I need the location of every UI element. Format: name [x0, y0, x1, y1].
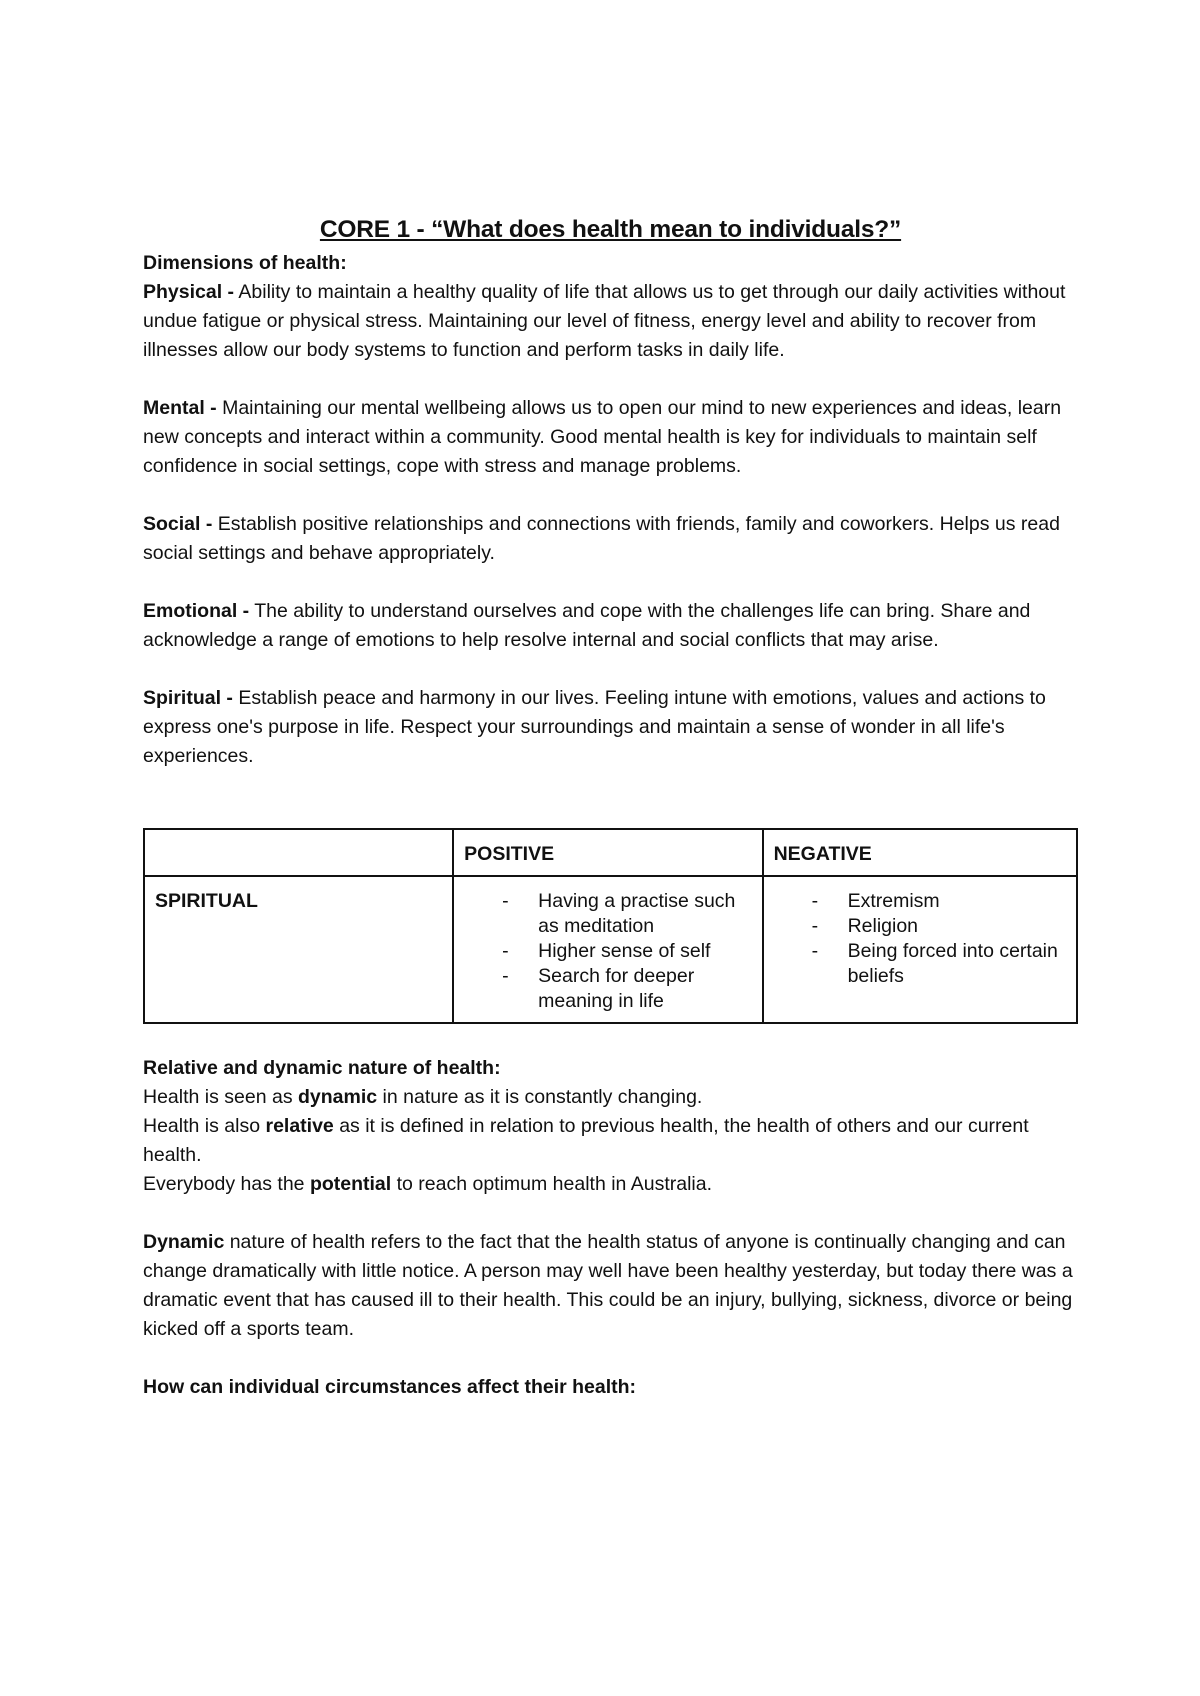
table-header-blank	[144, 829, 453, 876]
spiritual-table-wrapper	[143, 828, 1078, 1024]
dynamic-paragraph	[143, 1228, 1078, 1344]
relative-line-1-bold: dynamic	[298, 1086, 378, 1108]
relative-line-3-post: to reach optimum health in Australia.	[391, 1173, 713, 1195]
table-row	[144, 876, 1077, 1023]
circumstances-heading: How can individual circumstances affect their health:	[143, 1376, 637, 1398]
relative-line-3-pre: Everybody has the	[143, 1173, 310, 1195]
physical-paragraph	[143, 278, 1078, 365]
list-item: - Religion	[812, 914, 1066, 939]
relative-line-1-pre: Health is seen as	[143, 1086, 299, 1108]
relative-line-1-post: in nature as it is constantly changing.	[377, 1086, 703, 1108]
relative-line-3	[143, 1170, 1078, 1199]
negative-list	[774, 889, 1066, 989]
dynamic-term: Dynamic	[143, 1231, 225, 1253]
spiritual-paragraph	[143, 684, 1078, 771]
spiritual-term: Spiritual -	[143, 687, 233, 709]
mental-text: Maintaining our mental wellbeing allows us to open our mind to new experiences and ideas, learn new concepts and interact within a community. Good mental health is key for individuals to maintain self confidence in social settings, cope with stress and manage problems.	[143, 397, 1062, 477]
social-paragraph	[143, 510, 1078, 568]
relative-line-2-pre: Health is also	[143, 1115, 266, 1137]
relative-line-3-bold: potential	[309, 1173, 392, 1195]
list-item: - Higher sense of self	[502, 939, 751, 964]
emotional-paragraph	[143, 597, 1078, 655]
table-header-negative: NEGATIVE	[763, 829, 1077, 876]
table-row-label: SPIRITUAL	[144, 876, 453, 1023]
social-term: Social -	[143, 513, 213, 535]
negative-cell	[763, 876, 1077, 1023]
relative-line-2-bold: relative	[265, 1115, 334, 1137]
document-content	[143, 213, 1078, 1402]
positive-list	[464, 889, 751, 1014]
table-header-positive: POSITIVE	[453, 829, 762, 876]
page-title: CORE 1 - “What does health mean to individuals?”	[319, 216, 902, 243]
emotional-text: The ability to understand ourselves and cope with the challenges life can bring. Share and acknowledge a range of emotions to help resolve internal and social conflicts that may arise.	[143, 600, 1031, 651]
table-header-row	[144, 829, 1077, 876]
list-item: - Search for deeper meaning in life	[502, 964, 751, 1014]
mental-term: Mental -	[143, 397, 217, 419]
dimensions-heading: Dimensions of health:	[143, 252, 347, 274]
list-item: - Extremism	[812, 889, 1066, 914]
spiritual-text: Establish peace and harmony in our lives. Feeling intune with emotions, values and actions to express one's purpose in life. Respect your surroundings and maintain a sense of wonder in all life's experiences.	[143, 687, 1046, 767]
physical-text: Ability to maintain a healthy quality of life that allows us to get through our daily activities without undue fatigue or physical stress. Maintaining our level of fitness, energy level and ability to recover from illnesses allow our body systems to function and perform tasks in daily life.	[143, 281, 1066, 361]
dynamic-text: nature of health refers to the fact that the health status of anyone is continually changing and can change dramatically with little notice. A person may well have been healthy yesterday, but today there was a dramatic event that has caused ill to their health. This could be an injury, bullying, sickness, divorce or being kicked off a sports team.	[143, 1231, 1073, 1340]
relative-line-2-post: as it is defined in relation to previous health, the health of others and our current health.	[143, 1115, 1029, 1166]
list-item: - Being forced into certain beliefs	[812, 939, 1066, 989]
list-item: - Having a practise such as meditation	[502, 889, 751, 939]
positive-cell	[453, 876, 762, 1023]
relative-line-1	[143, 1083, 1078, 1112]
mental-paragraph	[143, 394, 1078, 481]
social-text: Establish positive relationships and connections with friends, family and coworkers. Helps us read social settings and behave appropriately.	[143, 513, 1060, 564]
relative-heading: Relative and dynamic nature of health:	[143, 1057, 501, 1079]
spiritual-table	[143, 828, 1078, 1024]
relative-line-2	[143, 1112, 1078, 1170]
physical-term: Physical -	[143, 281, 235, 303]
emotional-term: Emotional -	[143, 600, 250, 622]
